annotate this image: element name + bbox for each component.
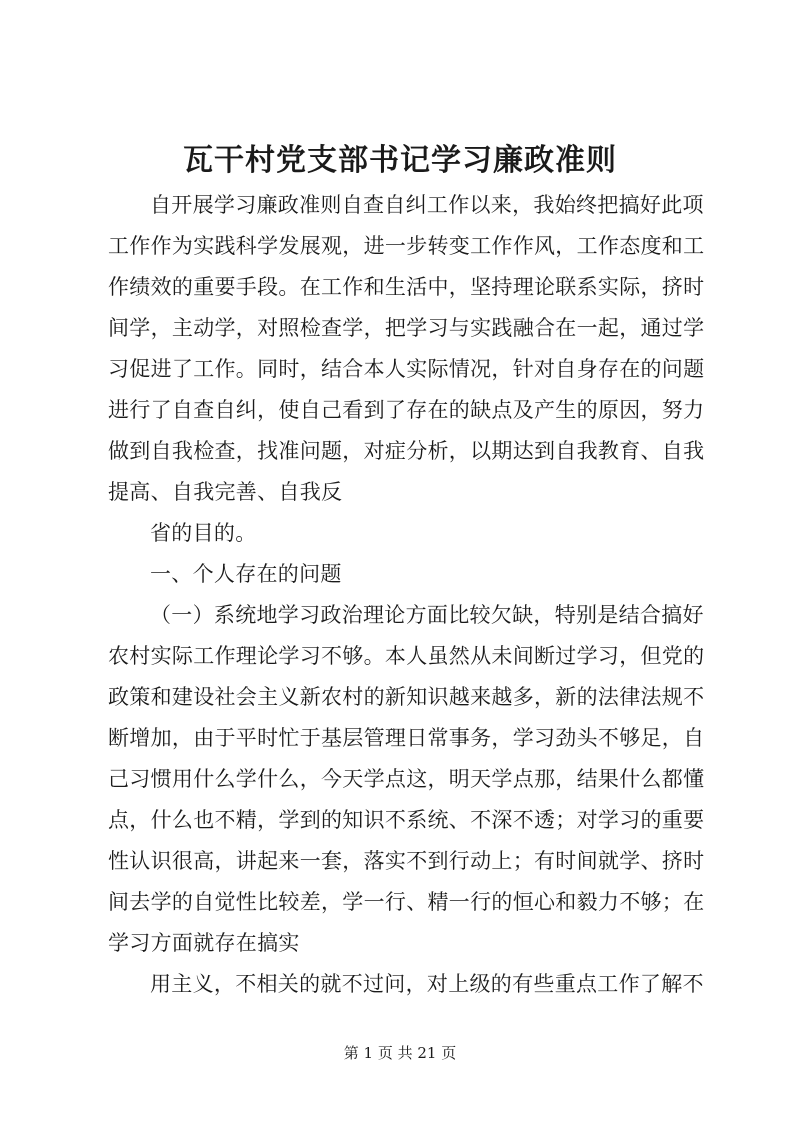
body-line: 学习方面就存在搞实 [108,931,300,955]
document-body [108,185,705,1005]
body-line: 工作作为实践科学发展观，进一步转变工作作风，工作态度和工 [108,234,705,258]
body-line: 断增加，由于平时忙于基层管理日常事务，学习劲头不够足，自 [108,726,705,750]
body-line: 习促进了工作。同时，结合本人实际情况，针对自身存在的问题 [108,357,705,381]
body-line: 提高、自我完善、自我反 [108,480,343,504]
body-line: 点，什么也不精，学到的知识不系统、不深不透；对学习的重要 [108,808,705,832]
body-line: 自开展学习廉政准则自查自纠工作以来，我始终把搞好此项 [150,193,704,217]
body-line: 间学，主动学，对照检查学，把学习与实践融合在一起，通过学 [108,316,705,340]
body-line: 间去学的自觉性比较差，学一行、精一行的恒心和毅力不够；在 [108,890,705,914]
body-line: 农村实际工作理论学习不够。本人虽然从未间断过学习，但党的 [108,644,705,668]
body-line: 省的目的。 [150,521,257,545]
body-line: 用主义，不相关的就不过问，对上级的有些重点工作了解不 [150,972,704,996]
body-line: 进行了自查自纠，使自己看到了存在的缺点及产生的原因，努力 [108,398,705,422]
body-line: 一、个人存在的问题 [150,562,342,586]
body-line: （一）系统地学习政治理论方面比较欠缺，特别是结合搞好 [150,603,704,627]
page-footer: 第 1 页 共 21 页 [343,1044,457,1062]
body-line: 性认识很高，讲起来一套，落实不到行动上；有时间就学、挤时 [108,849,705,873]
document-title: 瓦干村党支部书记学习廉政准则 [183,143,617,178]
body-line: 政策和建设社会主义新农村的新知识越来越多，新的法律法规不 [108,685,705,709]
body-line: 己习惯用什么学什么，今天学点这，明天学点那，结果什么都懂 [108,767,705,791]
body-line: 作绩效的重要手段。在工作和生活中，坚持理论联系实际，挤时 [108,275,705,299]
body-line: 做到自我检查，找准问题，对症分析，以期达到自我教育、自我 [108,439,705,463]
